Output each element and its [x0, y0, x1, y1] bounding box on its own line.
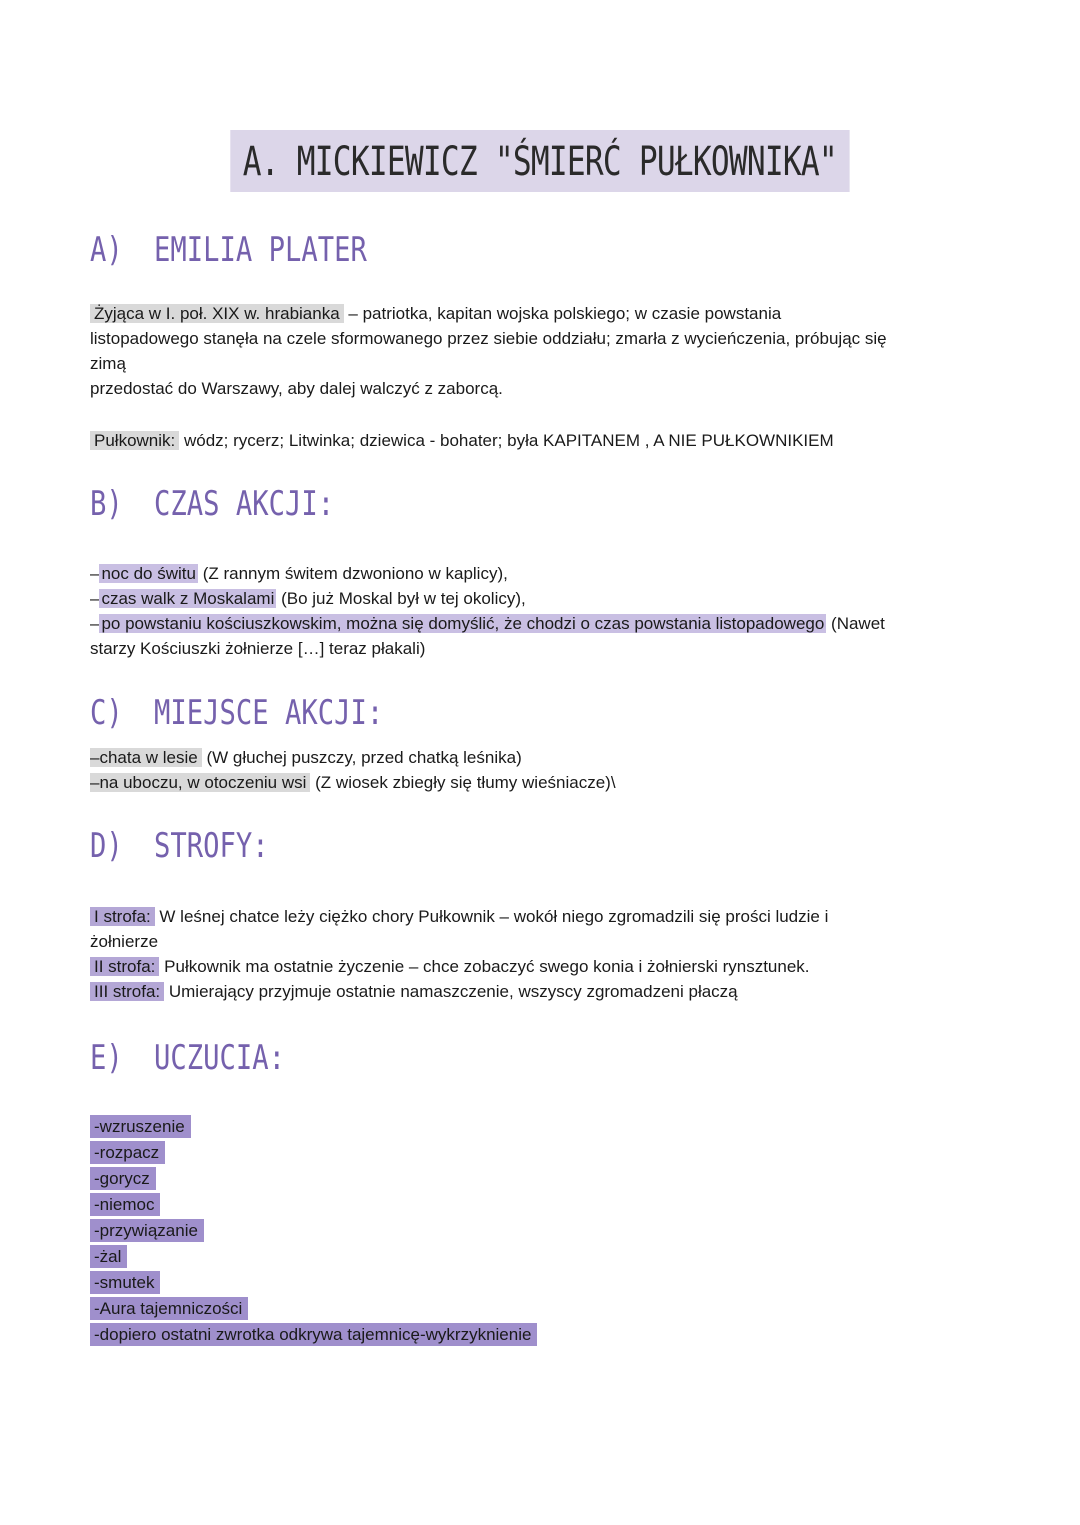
highlight — [90, 748, 202, 767]
text: (Nawet — [826, 614, 885, 633]
list-item — [90, 1244, 537, 1270]
list-item — [90, 1166, 537, 1192]
highlight: I strofa: — [90, 907, 155, 926]
section-b-list — [90, 561, 990, 661]
para-line: zimą — [90, 354, 126, 373]
section-a-heading — [90, 230, 367, 270]
list-item — [90, 904, 990, 929]
list-item — [90, 770, 990, 795]
list-item — [90, 561, 990, 586]
highlight-text: chata w lesie — [99, 748, 198, 767]
list-item — [90, 1270, 537, 1296]
feeling: -żal — [90, 1245, 127, 1268]
para-line — [90, 301, 990, 326]
highlight — [90, 773, 310, 792]
feelings-list — [90, 1114, 537, 1348]
highlight: noc do świtu — [101, 564, 196, 583]
list-item — [90, 745, 990, 770]
list-item — [90, 1296, 537, 1322]
highlight: po powstaniu kościuszkowskim, można się domyślić, że chodzi o czas powstania listopadowego — [101, 614, 825, 633]
dash: – — [90, 773, 100, 792]
list-item — [90, 1114, 537, 1140]
section-c-letter: C) — [90, 693, 123, 733]
section-a-title: EMILIA PLATER — [154, 230, 367, 270]
section-b-title: CZAS AKCJI: — [154, 484, 335, 524]
list-item-continued: starzy Kościuszki żołnierze […] teraz płakali) — [90, 639, 426, 658]
feeling: -wzruszenie — [90, 1115, 191, 1138]
list-item — [90, 586, 990, 611]
para-line: przedostać do Warszawy, aby dalej walczyć z zaborcą. — [90, 379, 503, 398]
highlight: II strofa: — [90, 957, 159, 976]
list-item — [90, 954, 990, 979]
text: – patriotka, kapitan wojska polskiego; w czasie powstania — [343, 304, 782, 323]
list-item — [90, 611, 990, 636]
text: Pułkownik ma ostatnie życzenie – chce zobaczyć swego konia i żołnierski rynsztunek. — [159, 957, 810, 976]
feeling: -rozpacz — [90, 1141, 165, 1164]
section-e-heading — [90, 1038, 285, 1078]
section-e-letter: E) — [90, 1038, 123, 1078]
dash: – — [90, 589, 100, 608]
section-c-list — [90, 745, 990, 795]
text: (W głuchej puszczy, przed chatką leśnika) — [201, 748, 522, 767]
text: (Bo już Moskal był w tej okolicy), — [276, 589, 526, 608]
section-d-heading — [90, 826, 269, 866]
dash: – — [90, 564, 100, 583]
feeling: -gorycz — [90, 1167, 156, 1190]
highlight-text: na uboczu, w otoczeniu wsi — [99, 773, 307, 792]
section-a-letter: A) — [90, 230, 123, 270]
feeling: -smutek — [90, 1271, 160, 1294]
page-title: A. MICKIEWICZ "ŚMIERĆ PUŁKOWNIKA" — [230, 130, 849, 192]
feeling: -dopiero ostatni zwrotka odkrywa tajemnicę-wykrzyknienie — [90, 1323, 537, 1346]
section-c-title: MIEJSCE AKCJI: — [154, 693, 384, 733]
feeling: -Aura tajemniczości — [90, 1297, 248, 1320]
section-a-colonel — [90, 428, 990, 453]
title-wrap — [0, 130, 1080, 192]
highlight: czas walk z Moskalami — [101, 589, 275, 608]
highlight: Pułkownik: — [90, 431, 179, 450]
list-item — [90, 1140, 537, 1166]
feeling: -niemoc — [90, 1193, 160, 1216]
list-item — [90, 1218, 537, 1244]
section-d-list — [90, 904, 990, 1004]
text: (Z rannym świtem dzwoniono w kaplicy), — [197, 564, 508, 583]
section-b-letter: B) — [90, 484, 123, 524]
list-item — [90, 1322, 537, 1348]
section-d-letter: D) — [90, 826, 123, 866]
text: (Z wiosek zbiegły się tłumy wieśniacze)\ — [310, 773, 616, 792]
feeling: -przywiązanie — [90, 1219, 204, 1242]
text: W leśnej chatce leży ciężko chory Pułkownik – wokół niego zgromadzili się prości ludzie i — [154, 907, 829, 926]
highlight: Żyjąca w I. poł. XIX w. hrabianka — [90, 304, 344, 323]
para-line: listopadowego stanęła na czele sformowanego przez siebie oddziału; zmarła z wycieńczenia, próbując się — [90, 329, 887, 348]
para-line — [90, 428, 990, 453]
text: wódz; rycerz; Litwinka; dziewica - bohater; była KAPITANEM , A NIE PUŁKOWNIKIEM — [179, 431, 834, 450]
section-d-title: STROFY: — [154, 826, 269, 866]
text: Umierający przyjmuje ostatnie namaszczenie, wszyscy zgromadzeni płaczą — [164, 982, 738, 1001]
section-a-paragraph — [90, 301, 990, 401]
section-e-title: UCZUCIA: — [154, 1038, 286, 1078]
list-item-continued: żołnierze — [90, 932, 159, 951]
section-c-heading — [90, 693, 383, 733]
highlight: III strofa: — [90, 982, 164, 1001]
list-item — [90, 979, 990, 1004]
dash: – — [90, 614, 100, 633]
list-item — [90, 1192, 537, 1218]
section-b-heading — [90, 484, 334, 524]
dash: – — [90, 748, 100, 767]
